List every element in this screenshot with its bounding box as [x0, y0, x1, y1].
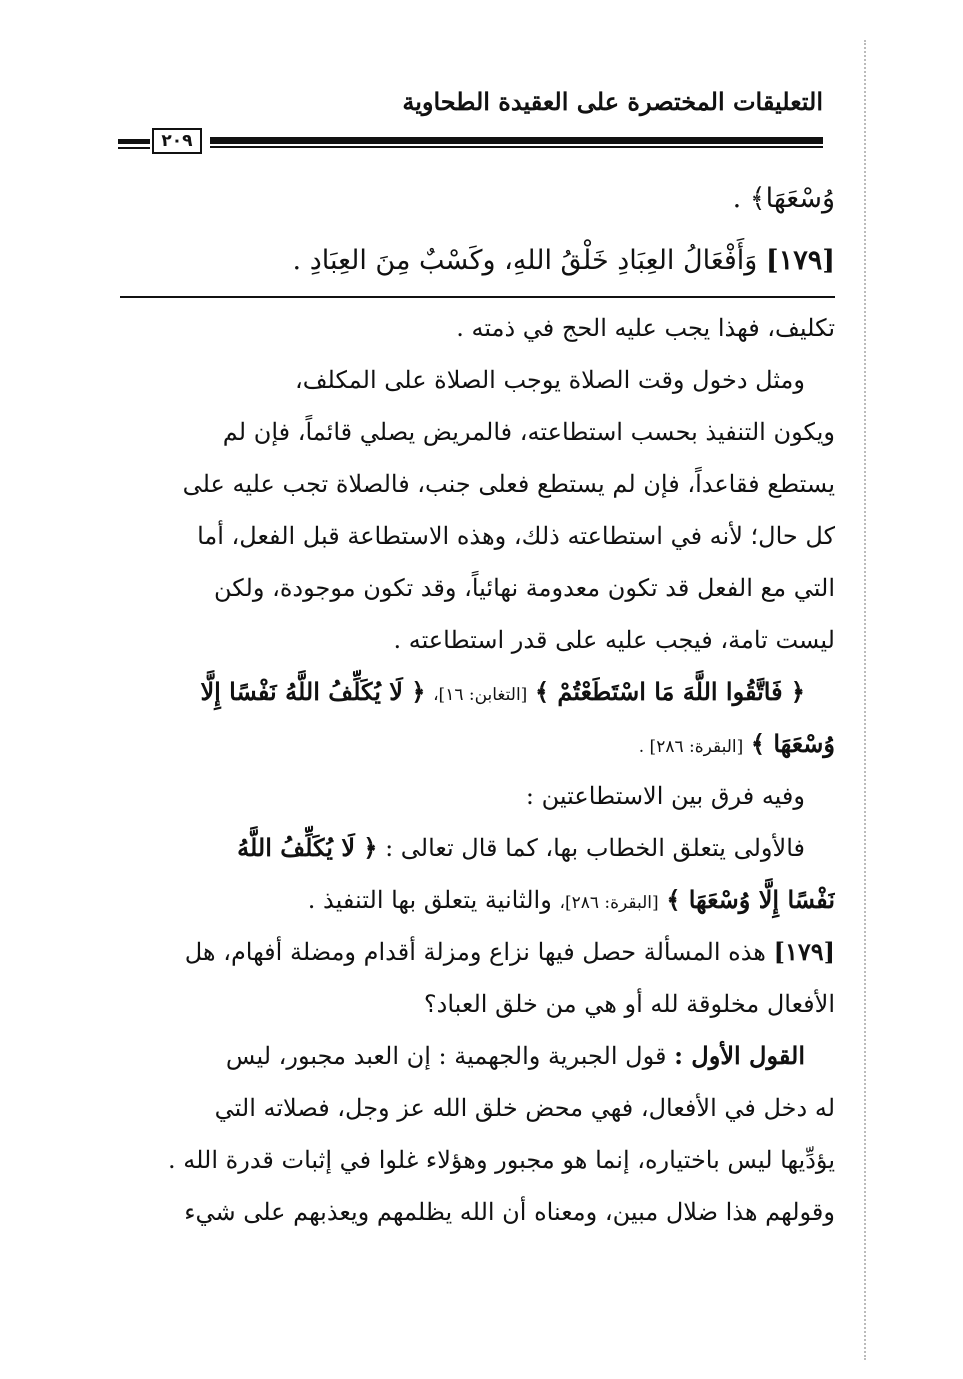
verse-line — [127, 666, 835, 718]
verse-line — [127, 718, 835, 770]
commentary-line: يستطع فقاعداً، فإن لم يستطع فعلى جنب، فالصلاة تجب عليه على — [182, 470, 835, 498]
verse-reference: [البقرة: ٢٨٦]، — [559, 893, 659, 913]
commentary-line: ويكون التنفيذ بحسب استطاعته، فالمريض يصلي قائماً، فإن لم — [222, 418, 835, 446]
page-edge-dotted-line — [864, 40, 866, 1360]
verse-text: ﴿ لَا يُكَلِّفُ اللَّهُ نَفْسًا إِلَّا — [200, 677, 426, 706]
opinion-line — [127, 1030, 835, 1082]
text-commentary-separator — [120, 296, 835, 298]
header-rule-stub — [118, 139, 150, 144]
main-text-line-1: وُسْعَهَا﴾ . — [732, 183, 835, 214]
commentary-line: ليست تامة، فيجب عليه على قدر استطاعته . — [393, 626, 835, 654]
main-text-number: [١٧٩] — [765, 245, 835, 276]
header-thick-rule — [210, 137, 823, 144]
commentary-line: تكليف، فهذا يجب عليه الحج في ذمته . — [456, 314, 835, 342]
opinion-line: له دخل في الأفعال، فهي محض خلق الله عز وجل، فصلاته التي — [214, 1094, 835, 1122]
header-thin-rule — [210, 146, 823, 148]
main-text-sentence: وَأَفْعَالُ العِبَادِ خَلْقُ اللهِ، وكَسْبٌ مِنَ العِبَادِ . — [292, 245, 758, 276]
commentary-line — [127, 874, 835, 926]
opinion-line: يؤدِّيها ليس باختياره، إنما هو مجبور وهؤلاء غلوا في إثبات قدرة الله . — [167, 1146, 835, 1174]
commentary-text: والثانية يتعلق بها التنفيذ . — [307, 886, 552, 914]
note-text: هذه المسألة حصل فيها نزاع ومزلة أقدام ومضلة أفهام، هل — [184, 938, 766, 966]
main-text-block — [127, 168, 835, 292]
verse-text: وُسْعَهَا ﴾ — [750, 729, 835, 758]
commentary-block — [127, 302, 835, 1238]
verse-text: ﴿ فَاتَّقُوا اللَّهَ مَا اسْتَطَعْتُمْ ﴾ — [534, 677, 805, 706]
opinion-line: وقولهم هذا ضلال مبين، ومعناه أن الله يظلمهم ويعذبهم على شيء — [184, 1198, 835, 1226]
verse-text: نَفْسًا إِلَّا وُسْعَهَا ﴾ — [666, 885, 835, 914]
verse-text: ﴿ لَا يُكَلِّفُ اللَّهُ — [237, 833, 378, 862]
commentary-line: التي مع الفعل قد تكون معدومة نهائياً، وقد تكون موجودة، ولكن — [214, 574, 835, 602]
verse-reference: [التغابن: ١٦]، — [433, 685, 528, 705]
commentary-text: فالأولى يتعلق الخطاب بها، كما قال تعالى : — [385, 834, 805, 862]
running-header-title: التعليقات المختصرة على العقيدة الطحاوية — [402, 87, 823, 116]
main-text-line-2 — [127, 230, 835, 292]
header-rule-stub-thin — [118, 147, 150, 149]
note-number: [١٧٩] — [773, 937, 835, 966]
note-line — [127, 926, 835, 978]
commentary-line: وفيه فرق بين الاستطاعتين : — [525, 782, 805, 810]
commentary-line — [127, 822, 835, 874]
note-line: الأفعال مخلوقة لله أو هي من خلق العباد؟ — [423, 990, 835, 1018]
verse-reference: [البقرة: ٢٨٦] . — [638, 737, 744, 757]
commentary-line: كل حال؛ لأنه في استطاعته ذلك، وهذه الاستطاعة قبل الفعل، أما — [197, 522, 835, 550]
opinion-label: القول الأول : — [674, 1041, 805, 1070]
page-number-box: ٢٠٩ — [152, 128, 202, 154]
opinion-text: قول الجبرية والجهمية : إن العبد مجبور، ليس — [225, 1042, 667, 1070]
commentary-line: ومثل دخول وقت الصلاة يوجب الصلاة على المكلف، — [294, 366, 805, 394]
